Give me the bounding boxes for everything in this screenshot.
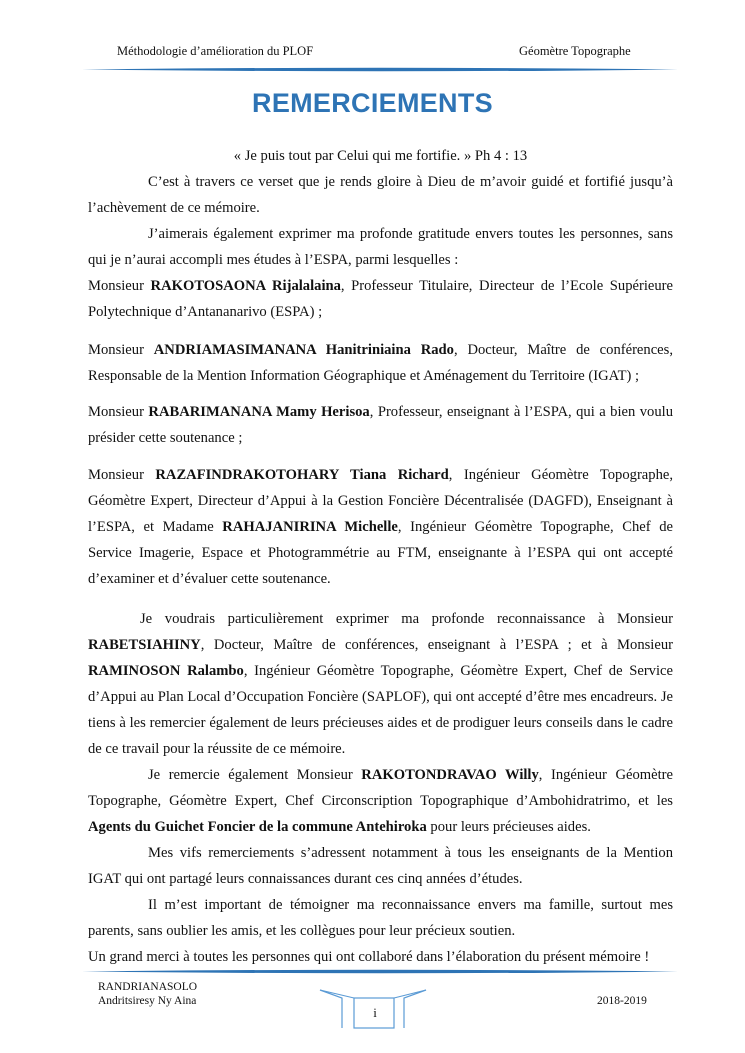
paragraph-teachers: Mes vifs remerciements s’adressent notamment à tous les enseignants de la Mention IGAT qui ont partagé leurs connaissances durant ces cinq années d’études. xyxy=(88,845,673,887)
paragraph-thanks-god: C’est à travers ce verset que je rends gloire à Dieu de m’avoir guidé et fortifié jusqu’à l’achèvement de ce mémoire. xyxy=(88,174,673,216)
acknowledgements-body xyxy=(88,143,673,970)
header-rule xyxy=(82,67,678,72)
paragraph-director: Monsieur RAKOTOSAONA Rijalalaina, Professeur Titulaire, Directeur de l’Ecole Supérieure Polytechnique d’Antananarivo (ESPA) ; xyxy=(88,278,674,320)
paragraph-closing: Un grand merci à toutes les personnes qui ont collaboré dans l’élaboration du présent mémoire ! xyxy=(88,949,650,965)
paragraph-igat-head: Monsieur ANDRIAMASIMANANA Hanitriniaina Rado, Docteur, Maître de conférences, Responsable de la Mention Information Géographique et Aménagement du Territoire (IGAT) ; xyxy=(88,342,673,384)
header-field: Géomètre Topographe xyxy=(519,44,631,58)
paragraph-family: Il m’est important de témoigner ma reconnaissance envers ma famille, surtout mes parents, sans oublier les amis, et les collègues pour leur précieux soutien. xyxy=(88,897,673,939)
footer-author-firstname: Andritsiresy Ny Aina xyxy=(98,995,197,1007)
header-document-title: Méthodologie d’amélioration du PLOF xyxy=(117,44,314,58)
paragraph-guichet-foncier: Je remercie également Monsieur RAKOTONDRAVAO Willy, Ingénieur Géomètre Topographe, Géomètre Expert, Chef Circonscription Topographique d’Ambohidratrimo, et les Agents du Guichet Foncier de la commune Antehiroka pour leurs précieuses aides. xyxy=(88,767,673,835)
paragraph-gratitude: J’aimerais également exprimer ma profonde gratitude envers toutes les personnes, sans qui je n’aurai accompli mes études à l’ESPA, parmi lesquelles : xyxy=(88,226,673,268)
epigraph-quote: « Je puis tout par Celui qui me fortifie. » Ph 4 : 13 xyxy=(233,148,528,164)
page-title: REMERCIEMENTS xyxy=(252,88,493,118)
footer-rule xyxy=(82,969,678,974)
paragraph-examiners: Monsieur RAZAFINDRAKOTOHARY Tiana Richard, Ingénieur Géomètre Topographe, Géomètre Expert, Directeur d’Appui à la Gestion Foncière Décentralisée (DAGFD), Enseignant à l’ESPA, et Madame RAHAJANIRINA Michelle, Ingénieur Géomètre Topographe, Chef de Service Imagerie, Espace et Photogrammétrie au FTM, enseignante à l’ESPA qui ont accepté d’examiner et d’évaluer cette soutenance. xyxy=(88,467,674,587)
page-number: i xyxy=(373,1005,377,1020)
footer-academic-year: 2018-2019 xyxy=(597,995,647,1007)
paragraph-jury-president: Monsieur RABARIMANANA Mamy Herisoa, Professeur, enseignant à l’ESPA, qui a bien voulu présider cette soutenance ; xyxy=(88,404,673,446)
paragraph-supervisors: Je voudrais particulièrement exprimer ma profonde reconnaissance à Monsieur RABETSIAHINY, Docteur, Maître de conférences, enseignant à l’ESPA ; et à Monsieur RAMINOSON Ralambo, Ingénieur Géomètre Topographe, Géomètre Expert, Chef de Service d’Appui au Plan Local d’Occupation Foncière (SAPLOF), qui ont accepté d’être mes encadreurs. Je tiens à les remercier également de leurs précieuses aides et de prodiguer leurs conseils dans le cadre de ce travail pour la réussite de ce mémoire. xyxy=(88,611,673,757)
footer-author-surname: RANDRIANASOLO xyxy=(98,981,198,993)
